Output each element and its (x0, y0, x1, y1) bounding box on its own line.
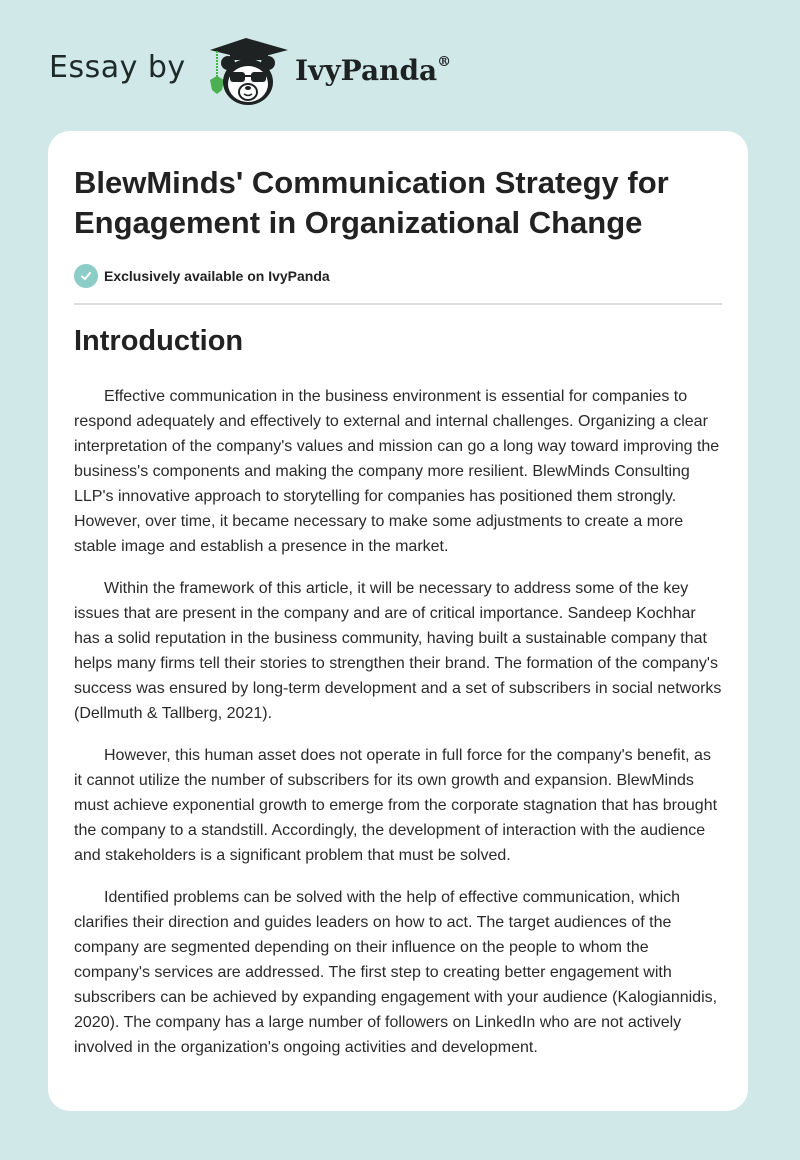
essay-card (48, 131, 748, 1111)
section-heading-introduction: Introduction (74, 325, 244, 357)
badge-text: Exclusively available on IvyPanda (104, 268, 330, 284)
section-body (74, 384, 722, 1077)
paragraph: Within the framework of this article, it will be necessary to address some of the key issues that are present in the company and are of critical importance. Sandeep Kochhar has a solid reputation in the business community, having built a sustainable company that helps many firms tell their stories to strengthen their brand. The formation of the company's success was ensured by long-term development and a set of subscribers in social networks (Dellmuth & Tallberg, 2021). (74, 580, 722, 722)
exclusive-badge (74, 264, 330, 288)
brand-logo-text[interactable] (295, 54, 451, 87)
brand-name: IvyPanda (295, 54, 438, 87)
paragraph: Effective communication in the business environment is essential for companies to respond adequately and effectively to external and internal challenges. Organizing a clear interpretation of the company's values and mission can go a long way toward improving the business's components and making the company more resilient. BlewMinds Consulting LLP's innovative approach to storytelling for companies has positioned them strongly. However, over time, it became necessary to make some adjustments to create a more stable image and establish a presence in the market. (74, 388, 720, 555)
paragraph: Identified problems can be solved with the help of effective communication, which clarifies their direction and guides leaders on how to act. The target audiences of the company are segmented depending on their influence on the people to whom the company's services are addressed. The first step to creating better engagement with subscribers can be achieved by expanding engagement with your audience (Kalogiannidis, 2020). The company has a large number of followers on LinkedIn who are not actively involved in the organization's ongoing activities and development. (74, 889, 718, 1056)
essay-by-label: Essay by (49, 50, 186, 85)
panda-graduation-cap-icon[interactable] (202, 36, 292, 108)
divider (74, 303, 722, 305)
registered-mark: ® (437, 53, 452, 70)
site-header (0, 0, 800, 130)
check-circle-icon (74, 264, 98, 288)
paragraph: However, this human asset does not operate in full force for the company's benefit, as it cannot utilize the number of subscribers for its own growth and expansion. BlewMinds must achieve exponential growth to emerge from the corporate stagnation that has brought the company to a standstill. Accordingly, the development of interaction with the audience and stakeholders is a significant problem that must be solved. (74, 747, 718, 864)
page-title: BlewMinds' Communication Strategy for Engagement in Organizational Change (74, 165, 669, 240)
